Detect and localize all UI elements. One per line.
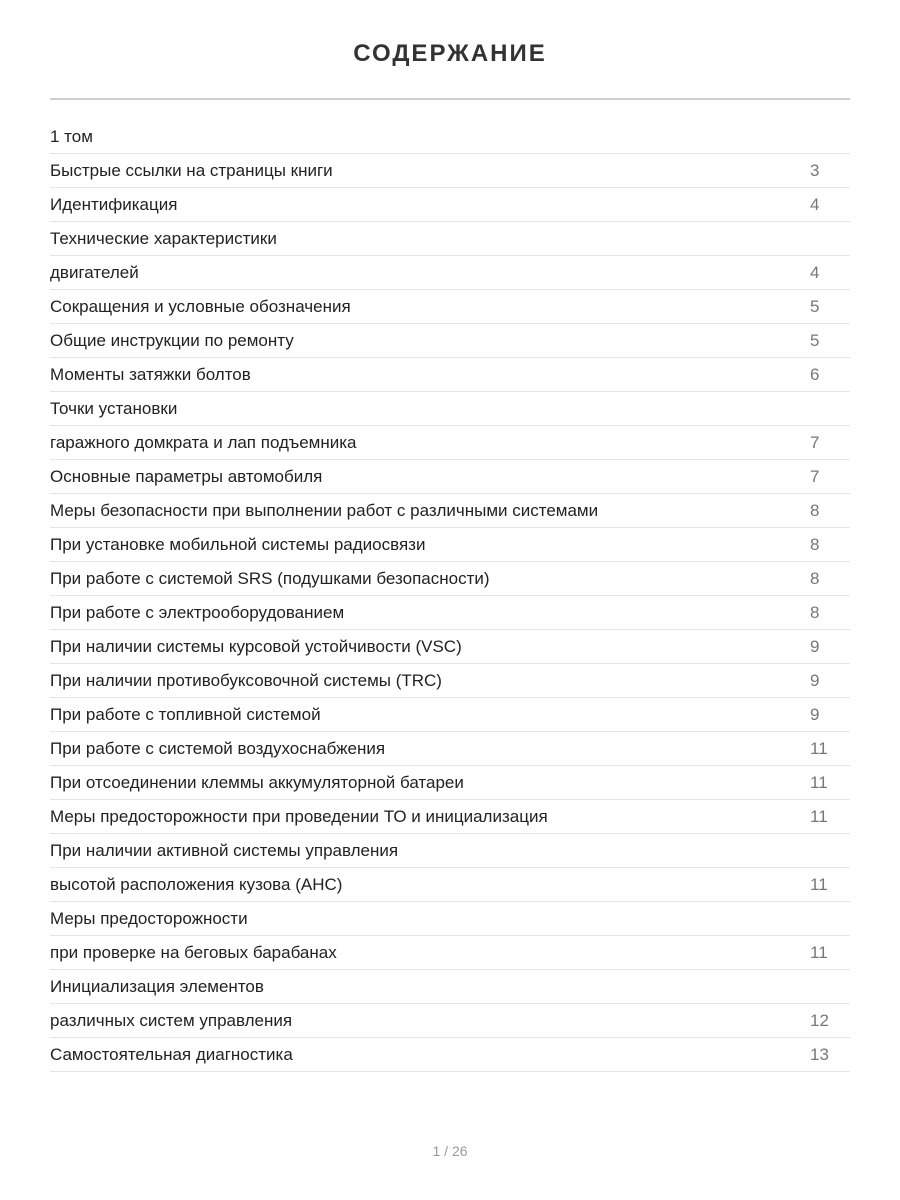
toc-entry[interactable]	[50, 154, 850, 188]
toc-entry-page-number: 11	[810, 943, 828, 962]
toc-entry[interactable]	[50, 358, 850, 392]
document-page	[50, 0, 850, 1088]
toc-entry-title: При работе с топливной системой	[50, 705, 321, 724]
toc-entry[interactable]	[50, 120, 850, 154]
toc-entry[interactable]	[50, 698, 850, 732]
toc-entry-title: При установке мобильной системы радиосвязи	[50, 535, 426, 554]
toc-entry-title: При наличии системы курсовой устойчивости (VSC)	[50, 637, 462, 656]
toc-entry-title: различных систем управления	[50, 1011, 293, 1030]
toc-entry-title: Меры предосторожности при проведении ТО и инициализация	[50, 807, 548, 826]
toc-entry[interactable]	[50, 902, 850, 936]
toc-entry-title: Меры безопасности при выполнении работ с различными системами	[50, 501, 599, 520]
toc-entry-title: Быстрые ссылки на страницы книги	[50, 161, 333, 180]
toc-entry[interactable]	[50, 460, 850, 494]
toc-entry-page-number: 9	[810, 705, 820, 724]
toc-entry-page-number: 4	[810, 195, 820, 214]
toc-entry-title: Общие инструкции по ремонту	[50, 331, 294, 350]
title-divider	[50, 98, 850, 100]
toc-entry-page-number: 12	[810, 1011, 829, 1030]
table-of-contents	[50, 120, 850, 1072]
toc-entry-page-number: 3	[810, 161, 820, 180]
toc-entry-title: Идентификация	[50, 195, 178, 214]
toc-entry[interactable]	[50, 936, 850, 970]
toc-entry-page-number: 9	[810, 671, 820, 690]
toc-entry-page-number: 11	[810, 807, 828, 826]
toc-entry-page-number: 5	[810, 297, 820, 316]
page-indicator: 1 / 26	[432, 1143, 468, 1159]
toc-entry-title: 1 том	[50, 127, 93, 146]
toc-entry[interactable]	[50, 732, 850, 766]
toc-entry-page-number: 8	[810, 535, 820, 554]
toc-entry-title: При работе с системой SRS (подушками безопасности)	[50, 569, 490, 588]
toc-entry[interactable]	[50, 256, 850, 290]
toc-entry[interactable]	[50, 562, 850, 596]
toc-entry[interactable]	[50, 324, 850, 358]
toc-entry-title: При наличии активной системы управления	[50, 841, 399, 860]
toc-entry-page-number: 6	[810, 365, 820, 384]
toc-entry[interactable]	[50, 290, 850, 324]
toc-entry[interactable]	[50, 528, 850, 562]
toc-entry-title: гаражного домкрата и лап подъемника	[50, 433, 357, 452]
toc-entry[interactable]	[50, 868, 850, 902]
toc-entry-title: Моменты затяжки болтов	[50, 365, 251, 384]
toc-entry-title: при проверке на беговых барабанах	[50, 943, 337, 962]
toc-entry-title: При отсоединении клеммы аккумуляторной батареи	[50, 773, 464, 792]
toc-entry-page-number: 8	[810, 501, 820, 520]
toc-entry-title: высотой расположения кузова (AHC)	[50, 875, 343, 894]
toc-entry-page-number: 11	[810, 773, 828, 792]
toc-entry-page-number: 4	[810, 263, 820, 282]
toc-entry-title: При наличии противобуксовочной системы (TRC)	[50, 671, 442, 690]
page-title: СОДЕРЖАНИЕ	[353, 40, 547, 67]
toc-entry-page-number: 8	[810, 569, 820, 588]
toc-entry-title: Самостоятельная диагностика	[50, 1045, 293, 1064]
toc-entry[interactable]	[50, 664, 850, 698]
toc-entry[interactable]	[50, 222, 850, 256]
toc-entry-page-number: 11	[810, 739, 828, 758]
toc-entry-title: двигателей	[50, 263, 139, 282]
toc-entry[interactable]	[50, 834, 850, 868]
toc-entry-page-number: 7	[810, 433, 820, 452]
toc-entry[interactable]	[50, 392, 850, 426]
toc-entry-title: Сокращения и условные обозначения	[50, 297, 351, 316]
toc-entry-page-number: 5	[810, 331, 820, 350]
toc-entry-title: При работе с электрооборудованием	[50, 603, 345, 622]
toc-entry-title: Технические характеристики	[50, 229, 277, 248]
toc-entry[interactable]	[50, 494, 850, 528]
toc-entry[interactable]	[50, 630, 850, 664]
toc-entry-title: Основные параметры автомобиля	[50, 467, 323, 486]
toc-entry[interactable]	[50, 1004, 850, 1038]
toc-entry-page-number: 11	[810, 875, 828, 894]
toc-entry[interactable]	[50, 596, 850, 630]
toc-entry-page-number: 7	[810, 467, 820, 486]
toc-entry-title: Меры предосторожности	[50, 909, 248, 928]
toc-entry[interactable]	[50, 426, 850, 460]
toc-entry-title: Инициализация элементов	[50, 977, 264, 996]
toc-entry[interactable]	[50, 970, 850, 1004]
toc-entry-page-number: 9	[810, 637, 820, 656]
toc-entry-page-number: 13	[810, 1045, 829, 1064]
toc-entry[interactable]	[50, 188, 850, 222]
toc-entry-title: Точки установки	[50, 399, 178, 418]
toc-entry[interactable]	[50, 1038, 850, 1072]
toc-entry-title: При работе с системой воздухоснабжения	[50, 739, 386, 758]
toc-entry[interactable]	[50, 766, 850, 800]
toc-entry-page-number: 8	[810, 603, 820, 622]
toc-entry[interactable]	[50, 800, 850, 834]
